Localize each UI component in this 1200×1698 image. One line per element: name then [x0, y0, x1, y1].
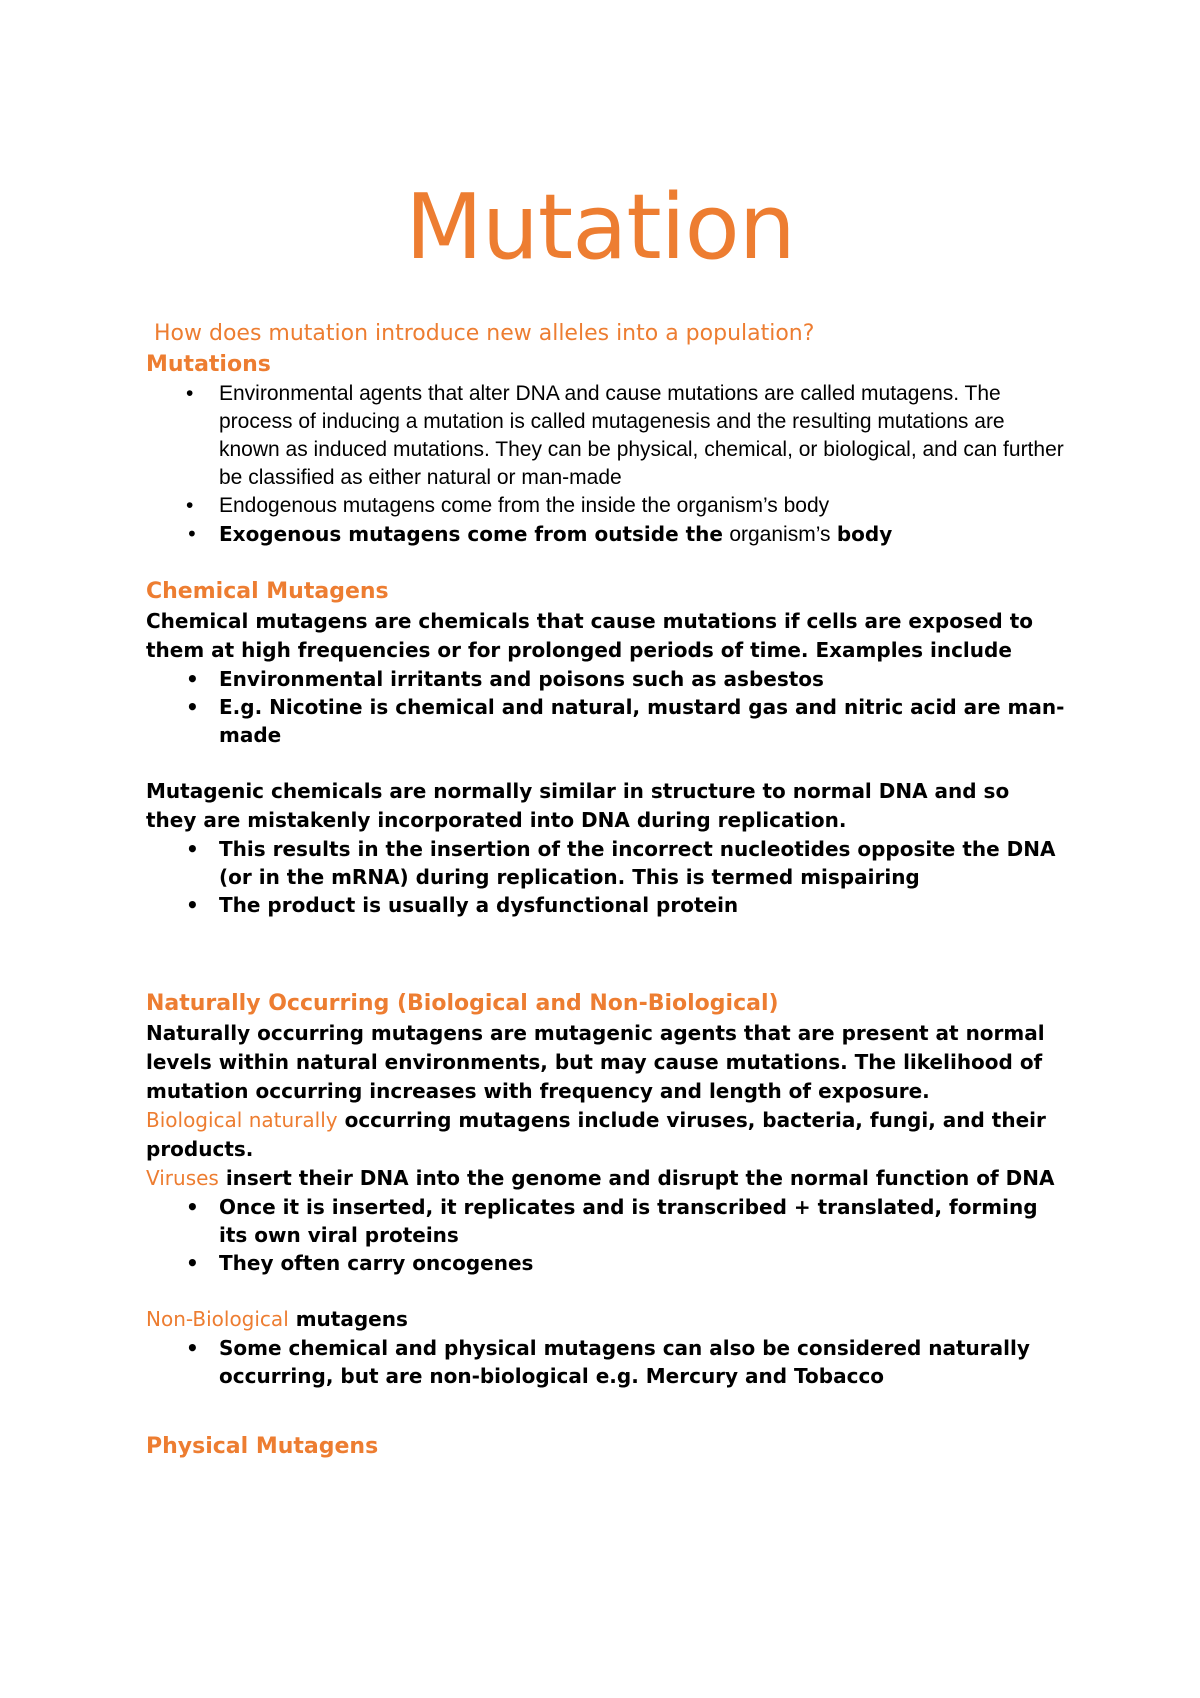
viruses-text: insert their DNA into the genome and disrupt the normal function of DNA	[225, 1166, 1055, 1190]
bullet-glyph: •	[186, 837, 199, 861]
list-item	[146, 380, 1066, 492]
list-item	[146, 1249, 1066, 1277]
bullet-glyph: •	[186, 695, 199, 719]
biological-paragraph	[146, 1106, 1066, 1164]
bullet-glyph: •	[186, 1251, 199, 1275]
bullet-glyph: •	[186, 1195, 199, 1219]
list-item-text: Some chemical and physical mutagens can also be considered naturally occurring, but are non-biological e.g. Mercury and Tobacco	[219, 1336, 1030, 1388]
list-item	[146, 520, 1066, 549]
document-body	[146, 320, 1066, 1462]
list-item-text: Environmental irritants and poisons such as asbestos	[219, 667, 824, 691]
document-title: Mutation	[405, 175, 795, 280]
chemical-list	[146, 665, 1066, 749]
list-item	[146, 1334, 1066, 1390]
heading-naturally-occurring: Naturally Occurring (Biological and Non-Biological)	[146, 991, 779, 1016]
biological-text: occurring mutagens include viruses, bacteria, fungi, and their products.	[146, 1108, 1046, 1161]
non-biological-label: Non-Biological	[146, 1307, 289, 1331]
list-item-text: E.g. Nicotine is chemical and natural, mustard gas and nitric acid are man-made	[219, 695, 1065, 747]
bullet-glyph: •	[186, 667, 199, 691]
biological-label: Biological naturally	[146, 1108, 338, 1132]
bullet-glyph: •	[186, 1336, 199, 1360]
list-item	[146, 891, 1066, 919]
list-item	[146, 693, 1066, 749]
list-item-text: This results in the insertion of the incorrect nucleotides opposite the DNA (or in the mRNA) during replication. This is termed mispairing	[219, 837, 1056, 889]
bullet-glyph: •	[186, 893, 199, 917]
list-item	[146, 665, 1066, 693]
chemical-paragraph-2: Mutagenic chemicals are normally similar in structure to normal DNA and so they are mistakenly incorporated into DNA during replication.	[146, 779, 1010, 832]
bullet-glyph: •	[186, 382, 194, 405]
list-item	[146, 1193, 1066, 1249]
viruses-paragraph	[146, 1164, 1066, 1193]
non-biological-text: mutagens	[295, 1307, 408, 1331]
heading-physical-mutagens: Physical Mutagens	[146, 1434, 379, 1459]
heading-chemical-mutagens: Chemical Mutagens	[146, 579, 389, 604]
chemical-intro: Chemical mutagens are chemicals that cause mutations if cells are exposed to them at high frequencies or for prolonged periods of time. Examples include	[146, 609, 1033, 662]
bullet-glyph: •	[186, 522, 198, 546]
list-item-text: Exogenous mutagens come from outside the	[219, 522, 723, 546]
mutations-list	[146, 380, 1066, 549]
viruses-label: Viruses	[146, 1166, 219, 1190]
list-item	[146, 835, 1066, 891]
list-item-text: Endogenous mutagens come from the inside the organism’s body	[219, 494, 830, 517]
viruses-list	[146, 1193, 1066, 1277]
list-item-text: organism’s	[729, 523, 831, 546]
list-item	[146, 492, 1066, 520]
list-item-text: Once it is inserted, it replicates and is transcribed + translated, forming its own viral proteins	[219, 1195, 1038, 1247]
list-item-text: The product is usually a dysfunctional protein	[219, 893, 739, 917]
list-item-text: body	[836, 522, 893, 546]
list-item-text: Environmental agents that alter DNA and cause mutations are called mutagens. The process of inducing a mutation is called mutagenesis and the resulting mutations are known as induced mutations. They can be physical, chemical, or biological, and can further be classified as either natural or man-made	[219, 382, 1064, 489]
list-item-text: They often carry oncogenes	[219, 1251, 534, 1275]
natural-intro: Naturally occurring mutagens are mutagenic agents that are present at normal levels within natural environments, but may cause mutations. The likelihood of mutation occurring increases with frequency and length of exposure.	[146, 1021, 1045, 1103]
bullet-glyph: •	[186, 494, 194, 517]
chemical-list-2	[146, 835, 1066, 919]
guiding-question: How does mutation introduce new alleles into a population?	[154, 321, 815, 346]
heading-mutations: Mutations	[146, 352, 271, 377]
non-biological-paragraph	[146, 1305, 1066, 1334]
non-biological-list	[146, 1334, 1066, 1390]
